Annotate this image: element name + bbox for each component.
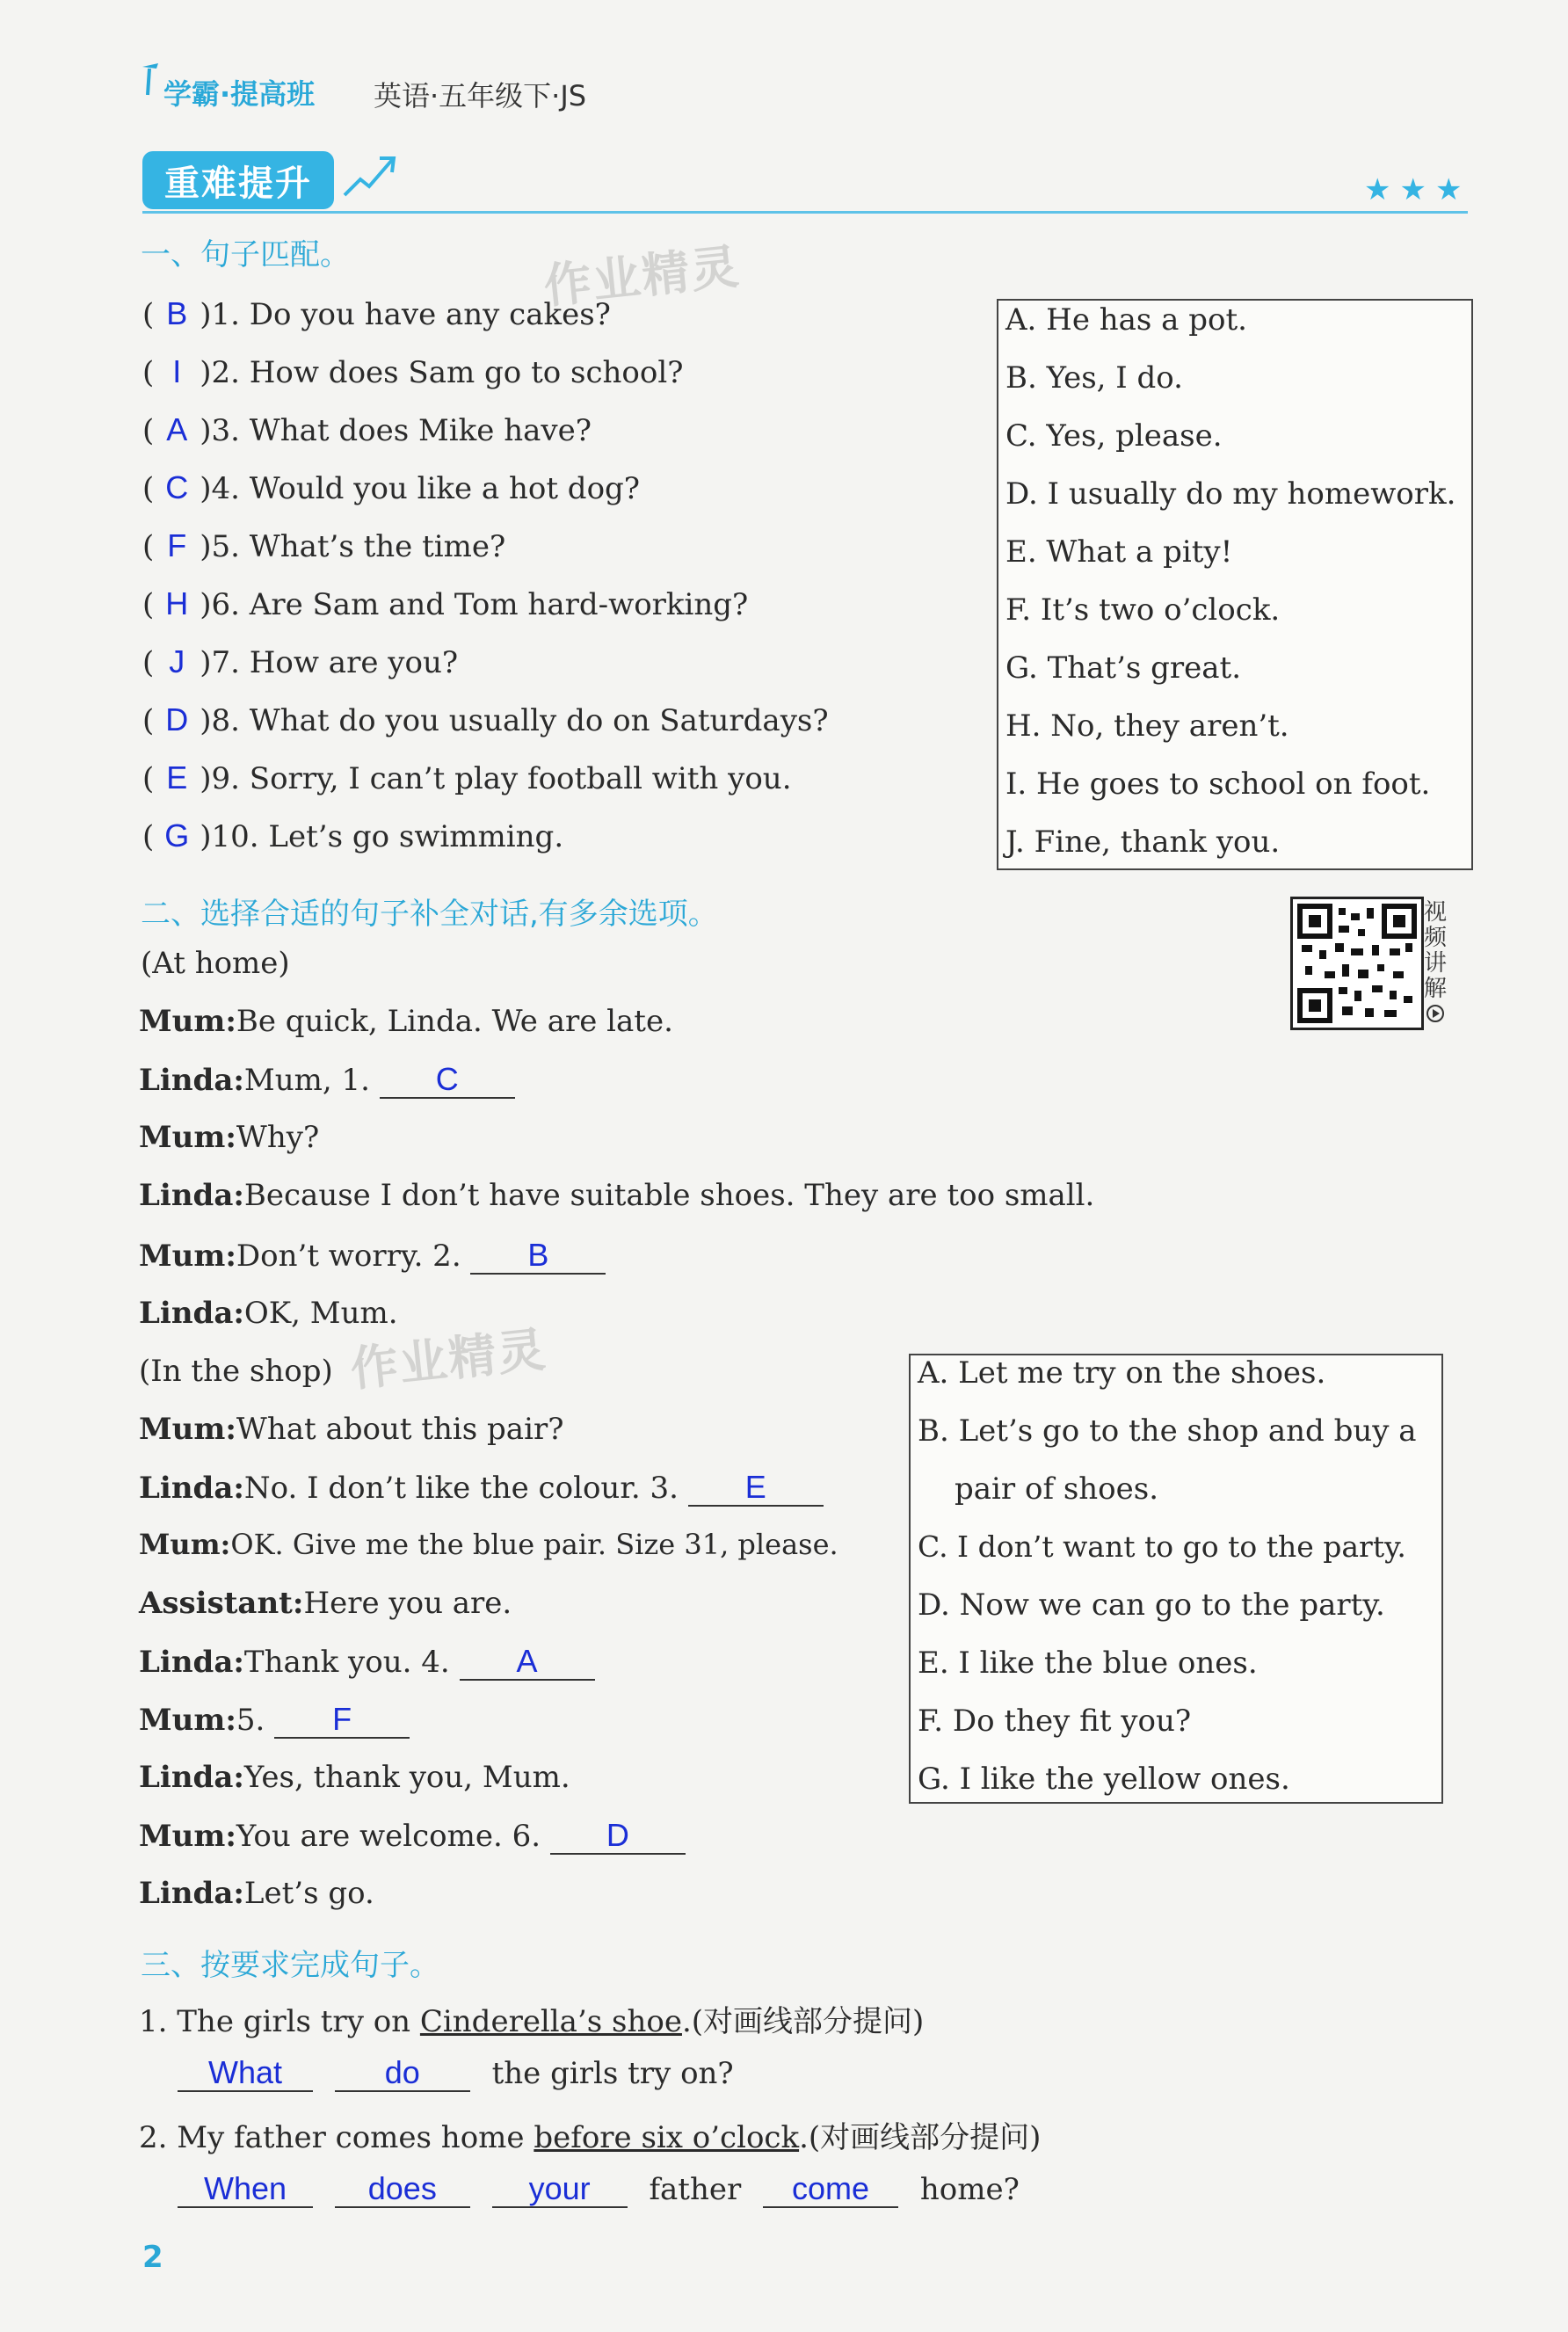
brand-title: 学霸·提高班	[163, 77, 316, 111]
underlined-phrase: Cinderella’s shoe	[419, 2004, 682, 2039]
dialogue-line: Linda:OK, Mum.	[139, 1296, 398, 1331]
answer: G	[164, 817, 190, 854]
graduation-cap-icon	[141, 62, 160, 97]
option-item: E. What a pity!	[1005, 534, 1233, 570]
question-row: ( J )7. How are you?	[142, 643, 459, 680]
dialogue-line: Mum:OK. Give me the blue pair. Size 31, please.	[139, 1528, 838, 1561]
option-item: F. Do they fit you?	[918, 1704, 1192, 1739]
question-row: ( F )5. What’s the time?	[142, 527, 506, 564]
answer-blank: E	[688, 1470, 824, 1507]
question-2: 2. My father comes home before six o’clock.(对画线部分提问)	[139, 2120, 1042, 2155]
question-row: ( H )6. Are Sam and Tom hard-working?	[142, 585, 749, 622]
answer-blank: A	[460, 1644, 595, 1681]
answer: I	[172, 353, 182, 389]
option-item: F. It’s two o’clock.	[1005, 592, 1281, 628]
setting-text: (In the shop)	[139, 1354, 333, 1389]
options-box-2	[909, 1354, 1443, 1804]
option-item: J. Fine, thank you.	[1005, 825, 1281, 860]
dialogue-line: Linda:No. I don’t like the colour. 3. E	[139, 1470, 824, 1507]
option-item: A. He has a pot.	[1005, 302, 1247, 338]
dialogue-line: Linda:Yes, thank you, Mum.	[139, 1760, 570, 1795]
answer: D	[165, 701, 189, 737]
question-row: ( C )4. Would you like a hot dog?	[142, 469, 641, 506]
answer-blank: F	[274, 1702, 410, 1739]
option-item: C. I don’t want to go to the party.	[918, 1529, 1406, 1564]
answer-blank: come	[763, 2171, 898, 2208]
trend-arrow-icon	[341, 151, 399, 200]
answer: H	[165, 585, 189, 621]
option-item: I. He goes to school on foot.	[1005, 766, 1431, 802]
setting-text: (At home)	[141, 946, 290, 981]
answer-blank: D	[550, 1818, 686, 1855]
section-1-title: 一、句子匹配。	[141, 237, 350, 272]
option-item: B. Yes, I do.	[1005, 360, 1183, 396]
dialogue-line: Linda:Mum, 1. C	[139, 1062, 515, 1099]
question-1: 1. The girls try on Cinderella’s shoe.(对画线部分提问)	[139, 2004, 925, 2039]
question-row: ( D )8. What do you usually do on Saturdays?	[142, 701, 829, 738]
answer-blank: When	[178, 2171, 313, 2208]
question-row: ( B )1. Do you have any cakes?	[142, 295, 611, 332]
dialogue-line: Assistant:Here you are.	[139, 1586, 512, 1621]
answer-blank: your	[492, 2171, 628, 2208]
underlined-phrase: before six o’clock	[534, 2120, 800, 2155]
dialogue-line: Mum:Be quick, Linda. We are late.	[139, 1004, 673, 1039]
play-icon[interactable]	[1426, 1004, 1445, 1023]
header-rule	[142, 211, 1468, 214]
watermark: 作业精灵	[347, 1321, 550, 1398]
option-item: G. I like the yellow ones.	[918, 1762, 1290, 1797]
answer: C	[165, 469, 189, 505]
dialogue-line: Linda:Let’s go.	[139, 1876, 374, 1911]
option-item: E. I like the blue ones.	[918, 1645, 1258, 1681]
option-item: H. No, they aren’t.	[1005, 708, 1289, 744]
option-item: B. Let’s go to the shop and buy a	[918, 1413, 1417, 1449]
dialogue-line: Linda:Because I don’t have suitable shoes. They are too small.	[139, 1178, 1095, 1213]
dialogue-line: Mum:5. F	[139, 1702, 410, 1739]
dialogue-line: Linda:Thank you. 4. A	[139, 1644, 595, 1681]
answer-blank: does	[335, 2171, 470, 2208]
answer-blank: B	[470, 1238, 606, 1275]
dialogue-line: Mum:Don’t worry. 2. B	[139, 1238, 606, 1275]
answer-line-2: When does your father come home?	[178, 2171, 1020, 2208]
answer: J	[169, 643, 185, 679]
option-item: pair of shoes.	[955, 1471, 1159, 1507]
answer: A	[166, 411, 188, 447]
watermark: 作业精灵	[541, 238, 744, 315]
section-2-title: 二、选择合适的句子补全对话,有多余选项。	[141, 897, 718, 932]
answer: F	[167, 527, 187, 563]
option-item: D. Now we can go to the party.	[918, 1587, 1385, 1623]
video-explanation-label: 视频讲解	[1424, 899, 1448, 1002]
answer: B	[166, 295, 188, 331]
dialogue-line: Mum:Why?	[139, 1120, 320, 1155]
option-item: A. Let me try on the shoes.	[918, 1355, 1326, 1391]
page-number: 2	[142, 2240, 163, 2275]
question-row: ( G )10. Let’s go swimming.	[142, 817, 564, 854]
difficulty-stars: ★★★	[1364, 172, 1471, 207]
option-item: D. I usually do my homework.	[1005, 476, 1456, 512]
section-banner: 重难提升	[142, 151, 334, 209]
dialogue-line: Mum:You are welcome. 6. D	[139, 1818, 686, 1855]
qr-code-icon[interactable]	[1290, 897, 1424, 1030]
question-row: ( E )9. Sorry, I can’t play football with you.	[142, 759, 792, 796]
answer: E	[166, 759, 188, 795]
option-item: C. Yes, please.	[1005, 418, 1223, 454]
answer-blank: C	[380, 1062, 515, 1099]
book-title: 英语·五年级下·JS	[374, 79, 587, 113]
dialogue-line: Mum:What about this pair?	[139, 1412, 564, 1447]
answer-blank: do	[335, 2055, 470, 2092]
answer-line-1: What do the girls try on?	[178, 2055, 734, 2092]
section-3-title: 三、按要求完成句子。	[141, 1948, 439, 1983]
options-box-1	[997, 299, 1473, 870]
option-item: G. That’s great.	[1005, 650, 1242, 686]
answer-blank: What	[178, 2055, 313, 2092]
question-row: ( A )3. What does Mike have?	[142, 411, 592, 448]
question-row: ( I )2. How does Sam go to school?	[142, 353, 684, 390]
